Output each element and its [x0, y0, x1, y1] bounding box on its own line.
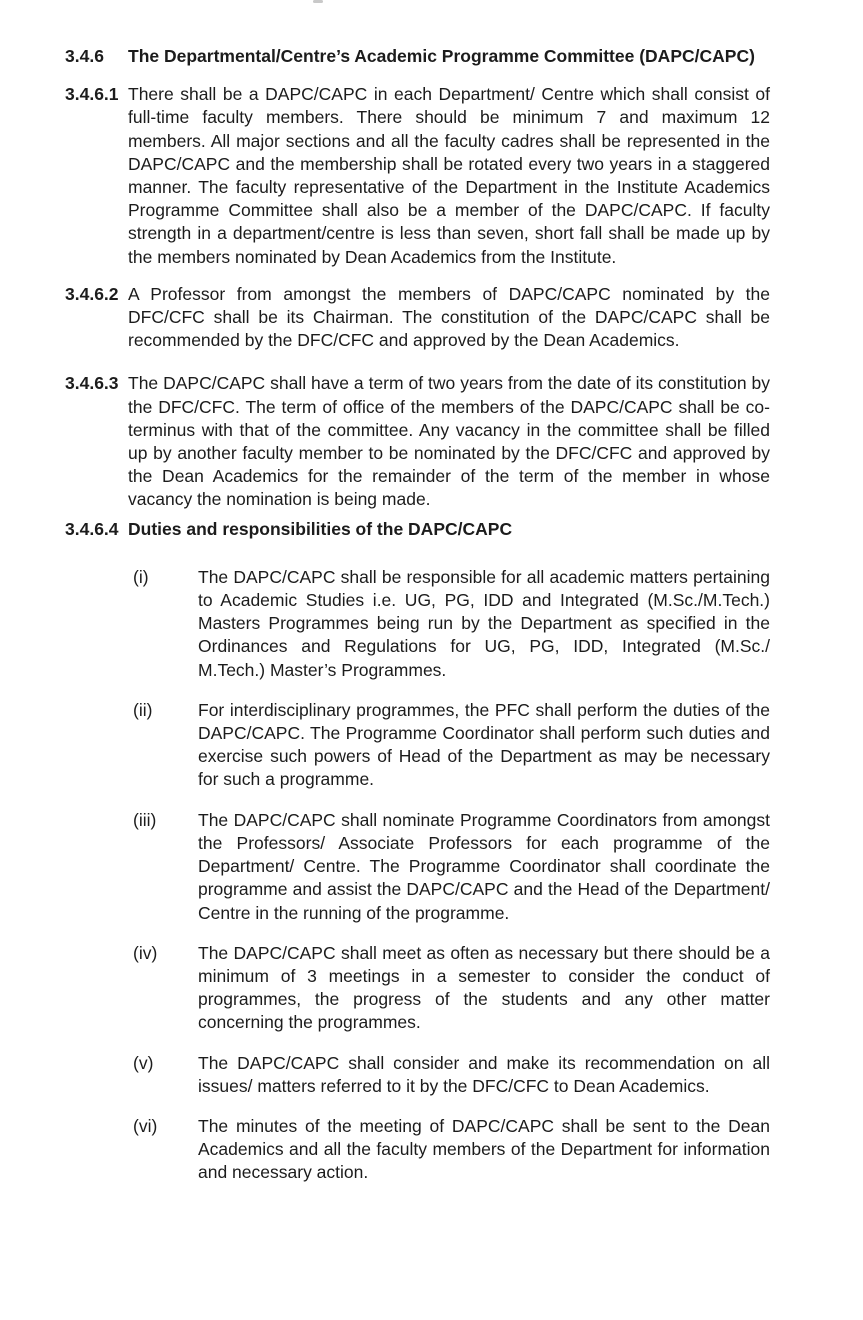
duty-label: (iii): [133, 809, 157, 830]
duty-text: The minutes of the meeting of DAPC/CAPC shall be sent to the Dean Academics and all the faculty members of the Department for information and necessary action.: [198, 1115, 770, 1183]
duty-text: The DAPC/CAPC shall meet as often as necessary but there should be a minimum of 3 meetings in a semester to consider the conduct of programmes, the progress of the students and any other matter concerning the programmes.: [198, 942, 770, 1033]
duty-text: The DAPC/CAPC shall consider and make its recommendation on all issues/ matters referred to it by the DFC/CFC to Dean Academics.: [198, 1052, 770, 1096]
duty-label: (iv): [133, 942, 158, 963]
subsection-title: Duties and responsibilities of the DAPC/CAPC: [128, 518, 513, 539]
duty-label: (ii): [133, 699, 153, 720]
clause: [65, 372, 770, 511]
clause-number: 3.4.6.3: [65, 373, 119, 394]
section-heading: [65, 45, 770, 68]
scan-artifact: [313, 0, 323, 3]
duty-text: The DAPC/CAPC shall nominate Programme Coordinators from amongst the Professors/ Associate Professors for each programme of the Department/ Centre. The Programme Coordinator shall coordinate the programme and assist the DAPC/CAPC and the Head of the Department/ Centre in the running of the programme.: [198, 809, 770, 923]
duty-text: For interdisciplinary programmes, the PFC shall perform the duties of the DAPC/CAPC. The Programme Coordinator shall perform such duties and exercise such powers of Head of the Department as may be necessary for such a programme.: [198, 699, 770, 790]
duty-label: (v): [133, 1052, 154, 1073]
duty-item: [133, 809, 770, 925]
clause-number: 3.4.6.2: [65, 283, 119, 304]
section-number: 3.4.6: [65, 46, 104, 66]
duty-item: [133, 1052, 770, 1098]
clause: [65, 283, 770, 353]
subsection-number: 3.4.6.4: [65, 518, 119, 539]
duty-label: (i): [133, 566, 149, 587]
duty-item: [133, 566, 770, 682]
clause-number: 3.4.6.1: [65, 84, 119, 105]
duty-item: [133, 699, 770, 792]
clause-text: A Professor from amongst the members of DAPC/CAPC nominated by the DFC/CFC shall be its Chairman. The constitution of the DAPC/CAPC shall be recommended by the DFC/CFC and approved by the Dean Academics.: [128, 283, 770, 351]
clause-text: The DAPC/CAPC shall have a term of two years from the date of its constitution by the DFC/CFC. The term of office of the members of the DAPC/CAPC shall be co-terminus with that of the committee. Any vacancy in the committee shall be filled up by another faculty member to be nominated by the DFC/CFC and approved by the Dean Academics for the remainder of the term of the member in whose vacancy the nomination is being made.: [128, 373, 770, 510]
subsection-heading: [65, 518, 770, 541]
duty-item: [133, 1115, 770, 1185]
duty-item: [133, 942, 770, 1035]
duty-label: (vi): [133, 1115, 158, 1136]
clause: [65, 83, 770, 269]
section-title: The Departmental/Centre’s Academic Programme Committee (DAPC/CAPC): [128, 46, 755, 66]
clause-text: There shall be a DAPC/CAPC in each Department/ Centre which shall consist of full-time faculty members. There should be minimum 7 and maximum 12 members. All major sections and all the faculty cadres shall be represented in the DAPC/CAPC and the membership shall be rotated every two years in a staggered manner. The faculty representative of the Department in the Institute Academics Programme Committee shall also be a member of the DAPC/CAPC. If faculty strength in a department/centre is less than seven, short fall shall be made up by the members nominated by Dean Academics from the Institute.: [128, 84, 770, 267]
duty-text: The DAPC/CAPC shall be responsible for all academic matters pertaining to Academic Studies i.e. UG, PG, IDD and Integrated (M.Sc./M.Tech.) Masters Programmes being run by the Department as specified in the Ordinances and Regulations for UG, PG, IDD, Integrated (M.Sc./ M.Tech.) Master’s Programmes.: [198, 566, 770, 680]
